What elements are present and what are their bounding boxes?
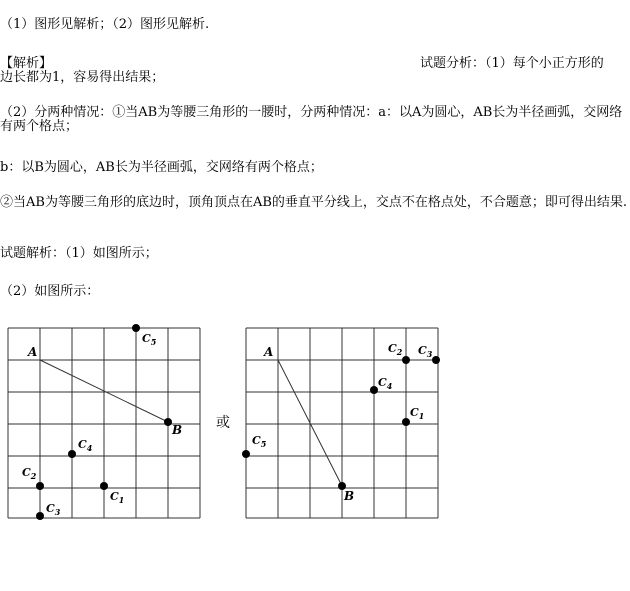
or-label: 或 [216, 415, 230, 431]
label-c1: $C_1$ [410, 406, 425, 421]
label-c2: $C_2$ [22, 466, 37, 481]
label-c5: $C_5$ [252, 434, 267, 449]
point-c3 [432, 356, 440, 364]
point-c1 [402, 418, 410, 426]
label-c4: $C_4$ [378, 376, 393, 391]
point-c3 [36, 512, 44, 520]
label-c3: $C_3$ [46, 502, 61, 517]
label-b: B [344, 489, 355, 503]
point-c5 [132, 324, 140, 332]
label-c5: $C_5$ [142, 332, 157, 347]
label-b: B [172, 423, 183, 437]
case-two-paragraph: ②当AB为等腰三角形的底边时，顶角顶点在AB的垂直平分线上，交点不在格点处，不合题意；即可得出结果. [0, 195, 628, 210]
grid-figure-right [238, 320, 448, 520]
point-c2 [36, 482, 44, 490]
grid-figure-left [0, 320, 210, 520]
label-c1: $C_1$ [110, 490, 125, 505]
label-c3: $C_3$ [418, 344, 433, 359]
point-c1 [100, 482, 108, 490]
label-c2: $C_2$ [388, 342, 403, 357]
label-a: A [264, 345, 274, 359]
analysis-tag: 【解析】 [0, 56, 53, 71]
point-c2 [402, 356, 410, 364]
solution-line: 试题解析：（1）如图所示； [0, 246, 158, 261]
label-c4: $C_4$ [78, 438, 93, 453]
point-c4 [68, 450, 76, 458]
case-one-paragraph: （2）分两种情况：①当AB为等腰三角形的一腰时，分两种情况：a：以A为圆心，AB长为半径画弧，交网络有两个格点； [0, 105, 623, 134]
analysis-intro: 试题分析：（1）每个小正方形的 [420, 56, 604, 71]
point-c4 [370, 386, 378, 394]
case-b-line: b：以B为圆心，AB长为半径画弧，交网络有两个格点； [0, 160, 323, 175]
answer-line: （1）图形见解析；（2）图形见解析. [0, 17, 210, 32]
label-a: A [28, 345, 38, 359]
point-b [164, 418, 172, 426]
point-c5 [242, 450, 250, 458]
part-two-line: （2）如图所示： [0, 284, 100, 299]
analysis-intro-continued: 边长都为1，容易得出结果； [0, 70, 165, 85]
